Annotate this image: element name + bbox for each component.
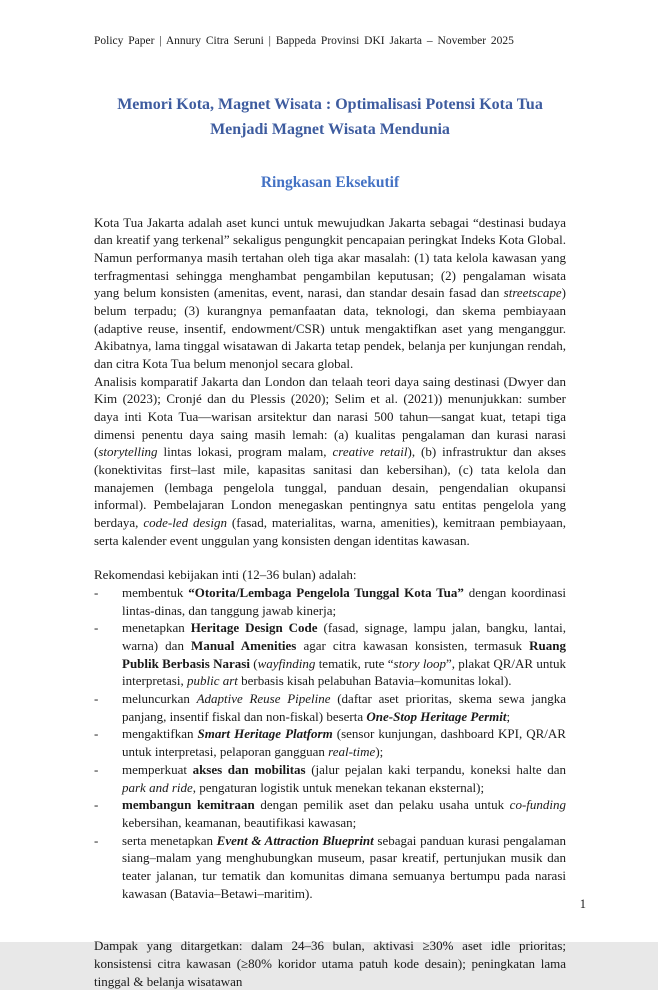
recommendation-list-intro: Rekomendasi kebijakan inti (12–36 bulan) adalah: <box>94 567 357 583</box>
bullet-marker: - <box>94 620 99 636</box>
list-item <box>94 796 566 831</box>
document-header: Policy Paper | Annury Citra Seruni | Bappeda Provinsi DKI Jakarta – November 2025 <box>94 35 514 47</box>
list-item <box>94 584 566 619</box>
list-item-text: menetapkan Heritage Design Code (fasad, signage, lampu jalan, bangku, lantai, warna) dan Manual Amenities agar citra kawasan konsisten, termasuk Ruang Publik Berbasis Narasi (wayfinding tematik, rute “story loop”, plakat QR/AR untuk interpretasi, public art berbasis kisah pelabuhan Batavia–komunitas lokal). <box>122 620 567 689</box>
recommendation-list <box>94 584 566 902</box>
paragraph-targeted-impact: Dampak yang ditargetkan: dalam 24–36 bulan, aktivasi ≥30% aset idle prioritas; konsistensi citra kawasan (≥80% koridor utama patuh kode desain); peningkatan lama tinggal & belanja wisatawan <box>94 938 566 989</box>
paragraph-problem-statement: Kota Tua Jakarta adalah aset kunci untuk mewujudkan Jakarta sebagai “destinasi budaya dan kreatif yang terkenal” sekaligus pengungkit pencapaian peringkat Indeks Kota Global. Namun performanya masih tertahan oleh tiga akar masalah: (1) tata kelola kawasan yang terfragmentasi sehingga menghambat pengambilan keputusan; (2) pengalaman wisata yang belum konsisten (amenitas, event, narasi, dan standar desain fasad dan streetscape) belum terpadu; (3) kurangnya pemanfaatan data, teknologi, dan skema pembiayaan (adaptive reuse, insentif, endowment/CSR) untuk mengaktifkan aset yang menganggur. Akibatnya, lama tinggal wisatawan di Jakarta tetap pendek, belanja per kunjungan rendah, dan citra Kota Tua belum menonjol secara global. <box>94 214 566 372</box>
bullet-marker: - <box>94 761 99 777</box>
list-item-text: meluncurkan Adaptive Reuse Pipeline (daftar aset prioritas, skema sewa jangka panjang, insentif fiskal dan non-fiskal) beserta One-Stop Heritage Permit; <box>122 691 566 724</box>
list-item-text: membentuk “Otorita/Lembaga Pengelola Tunggal Kota Tua” dengan koordinasi lintas-dinas, dan tanggung jawab kinerja; <box>122 585 566 618</box>
list-item-text: serta menetapkan Event & Attraction Blueprint sebagai panduan kurasi pengalaman siang–malam yang menghubungkan museum, pasar kreatif, pertunjukan musik dan teater jalanan, tur tematik dan komunitas dimana semuanya bertumpu pada narasi kawasan (Batavia–Betawi–maritim). <box>122 832 566 901</box>
bullet-marker: - <box>94 832 99 848</box>
list-item <box>94 832 566 903</box>
document-title-line-1: Memori Kota, Magnet Wisata : Optimalisasi Potensi Kota Tua <box>117 95 543 113</box>
document-title-line-2: Menjadi Magnet Wisata Mendunia <box>210 120 450 138</box>
bullet-marker: - <box>94 797 99 813</box>
list-item <box>94 761 566 796</box>
list-item-text: memperkuat akses dan mobilitas (jalur pejalan kaki terpandu, koneksi halte dan park and ride, pengaturan logistik untuk menekan tekanan eksternal); <box>122 761 566 795</box>
list-item-text: membangun kemitraan dengan pemilik aset dan pelaku usaha untuk co-funding kebersihan, keamanan, beautifikasi kawasan; <box>122 797 566 830</box>
section-heading: Ringkasan Eksekutif <box>260 173 400 191</box>
list-item-text: mengaktifkan Smart Heritage Platform (sensor kunjungan, dashboard KPI, QR/AR untuk interpretasi, pelaporan gangguan real-time); <box>122 726 566 760</box>
document-title <box>94 93 566 143</box>
paragraph-comparative-analysis: Analisis komparatif Jakarta dan London dan telaah teori daya saing destinasi (Dwyer dan Kim (2023); Cronjé dan du Plessis (2020); Selim et al. (2021)) menunjukkan: sumber daya inti Kota Tua—warisan arsitektur dan narasi 500 tahun—sangat kuat, tetapi tiga dimensi penentu daya saing masih lemah: (a) kualitas pengalaman dan kurasi narasi (storytelling lintas lokasi, program malam, creative retail), (b) infrastruktur dan akses (konektivitas first–last mile, kapasitas sanitasi dan kebersihan), (c) tata kelola dan manajemen (lembaga pengelola tunggal, panduan desain, pengendalian okupansi informal). Pembelajaran London menegaskan pentingnya satu entitas pengelola yang berdaya, code-led design (fasad, materialitas, warna, amenities), kemitraan pembiayaan, serta kalender event unggulan yang konsisten dengan identitas kawasan. <box>94 373 566 548</box>
list-item <box>94 690 566 725</box>
bullet-marker: - <box>94 585 99 601</box>
bullet-marker: - <box>94 726 99 742</box>
page-number: 1 <box>579 897 586 911</box>
list-item <box>94 619 566 690</box>
bullet-marker: - <box>94 691 99 707</box>
list-item <box>94 725 566 760</box>
document-body <box>94 214 566 990</box>
